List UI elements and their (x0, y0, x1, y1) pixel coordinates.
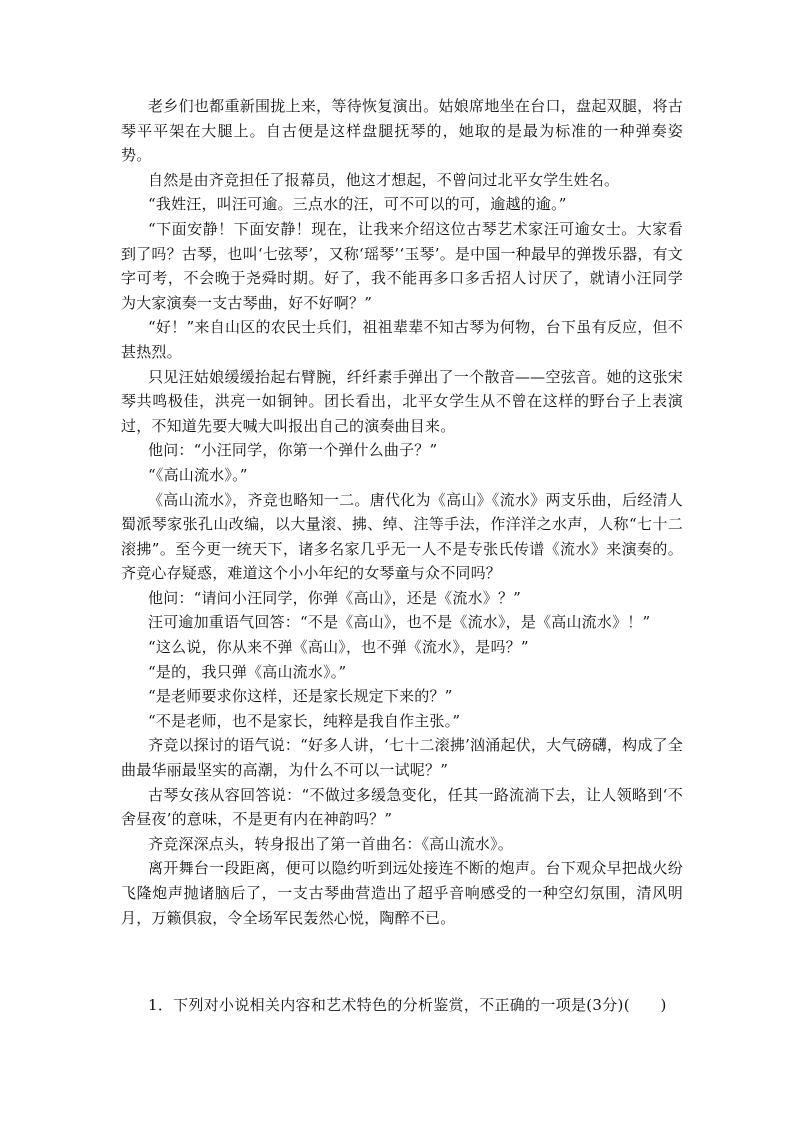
passage (121, 94, 683, 930)
paragraph: 古琴女孩从容回答说：“不做过多缓急变化，任其一路流淌下去，让人领略到‘不舍昼夜’的意味，不是更有内在神韵吗？” (121, 785, 683, 829)
paragraph: 齐竞以探讨的语气说：“好多人讲，‘七十二滚拂’汹涌起伏，大气磅礴，构成了全曲最华丽最坚实的高潮，为什么不可以一试呢？” (121, 736, 683, 780)
paragraph: 自然是由齐竞担任了报幕员，他这才想起，不曾问过北平女学生姓名。 (148, 170, 620, 189)
paragraph: 《高山流水》，齐竞也略知一二。唐代化为《高山》《流水》两支乐曲，后经清人蜀派琴家张孔山改编，以大量滚、拂、绰、注等手法，作洋洋之水声，人称“七十二滚拂”。至今更一统天下，诸多名家几乎无一人不是专张氏传谱《流水》来演奏的。齐竞心存疑惑，难道这个小小年纪的女琴童与众不同吗？ (121, 490, 683, 583)
paragraph: “不是老师，也不是家长，纯粹是我自作主张。” (148, 711, 461, 730)
paragraph: 只见汪姑娘缓缓抬起右臂腕，纤纤素手弹出了一个散音——空弦音。她的这张宋琴共鸣极佳，洪亮一如铜钟。团长看出，北平女学生从不曾在这样的野台子上表演过，不知道先要大喊大叫报出自己的演奏曲目来。 (121, 367, 683, 435)
question-1: 1．下列对小说相关内容和艺术特色的分析鉴赏，不正确的一项是(3分)( ) (148, 996, 667, 1014)
paragraph: “下面安静！下面安静！现在，让我来介绍这位古琴艺术家汪可逾女士。大家看到了吗？古琴，也叫‘七弦琴’，又称‘瑶琴’‘玉琴’。是中国一种最早的弹拨乐器，有文字可考，不会晚于尧舜时期。好了，我不能再多口多舌招人讨厌了，就请小汪同学为大家演奏一支古琴曲，好不好啊？” (121, 219, 683, 312)
paragraph: 老乡们也都重新围拢上来，等待恢复演出。姑娘席地坐在台口，盘起双腿，将古琴平平架在大腿上。自古便是这样盘腿抚琴的，她取的是最为标准的一种弹奏姿势。 (121, 97, 683, 165)
paragraph: 他问：“请问小汪同学，你弹《高山》，还是《流水》？” (148, 588, 522, 607)
paragraph: “我姓汪，叫汪可逾。三点水的汪，可不可以的可，逾越的逾。” (148, 195, 567, 214)
paragraph: 他问：“小汪同学，你第一个弹什么曲子？” (148, 441, 438, 460)
paragraph: “是老师要求你这样，还是家长规定下来的？” (148, 687, 453, 706)
paragraph: “这么说，你从来不弹《高山》，也不弹《流水》，是吗？” (148, 638, 529, 657)
paragraph: “《高山流水》。” (148, 465, 248, 484)
paragraph: “好！”来自山区的农民士兵们，祖祖辈辈不知古琴为何物，台下虽有反应，但不甚热烈。 (121, 318, 683, 361)
paragraph: 汪可逾加重语气回答：“不是《高山》，也不是《流水》，是《高山流水》！” (148, 613, 651, 632)
paragraph: 离开舞台一段距离，便可以隐约听到远处接连不断的炮声。台下观众早把战火纷飞隆炮声抛诸脑后了，一支古琴曲营造出了超乎音响感受的一种空幻氛围，清风明月，万籁俱寂，令全场军民轰然心悦，陶醉不已。 (121, 859, 683, 927)
paragraph: “是的，我只弹《高山流水》。” (148, 662, 347, 681)
paragraph: 齐竞深深点头，转身报出了第一首曲名：《高山流水》。 (148, 834, 514, 853)
